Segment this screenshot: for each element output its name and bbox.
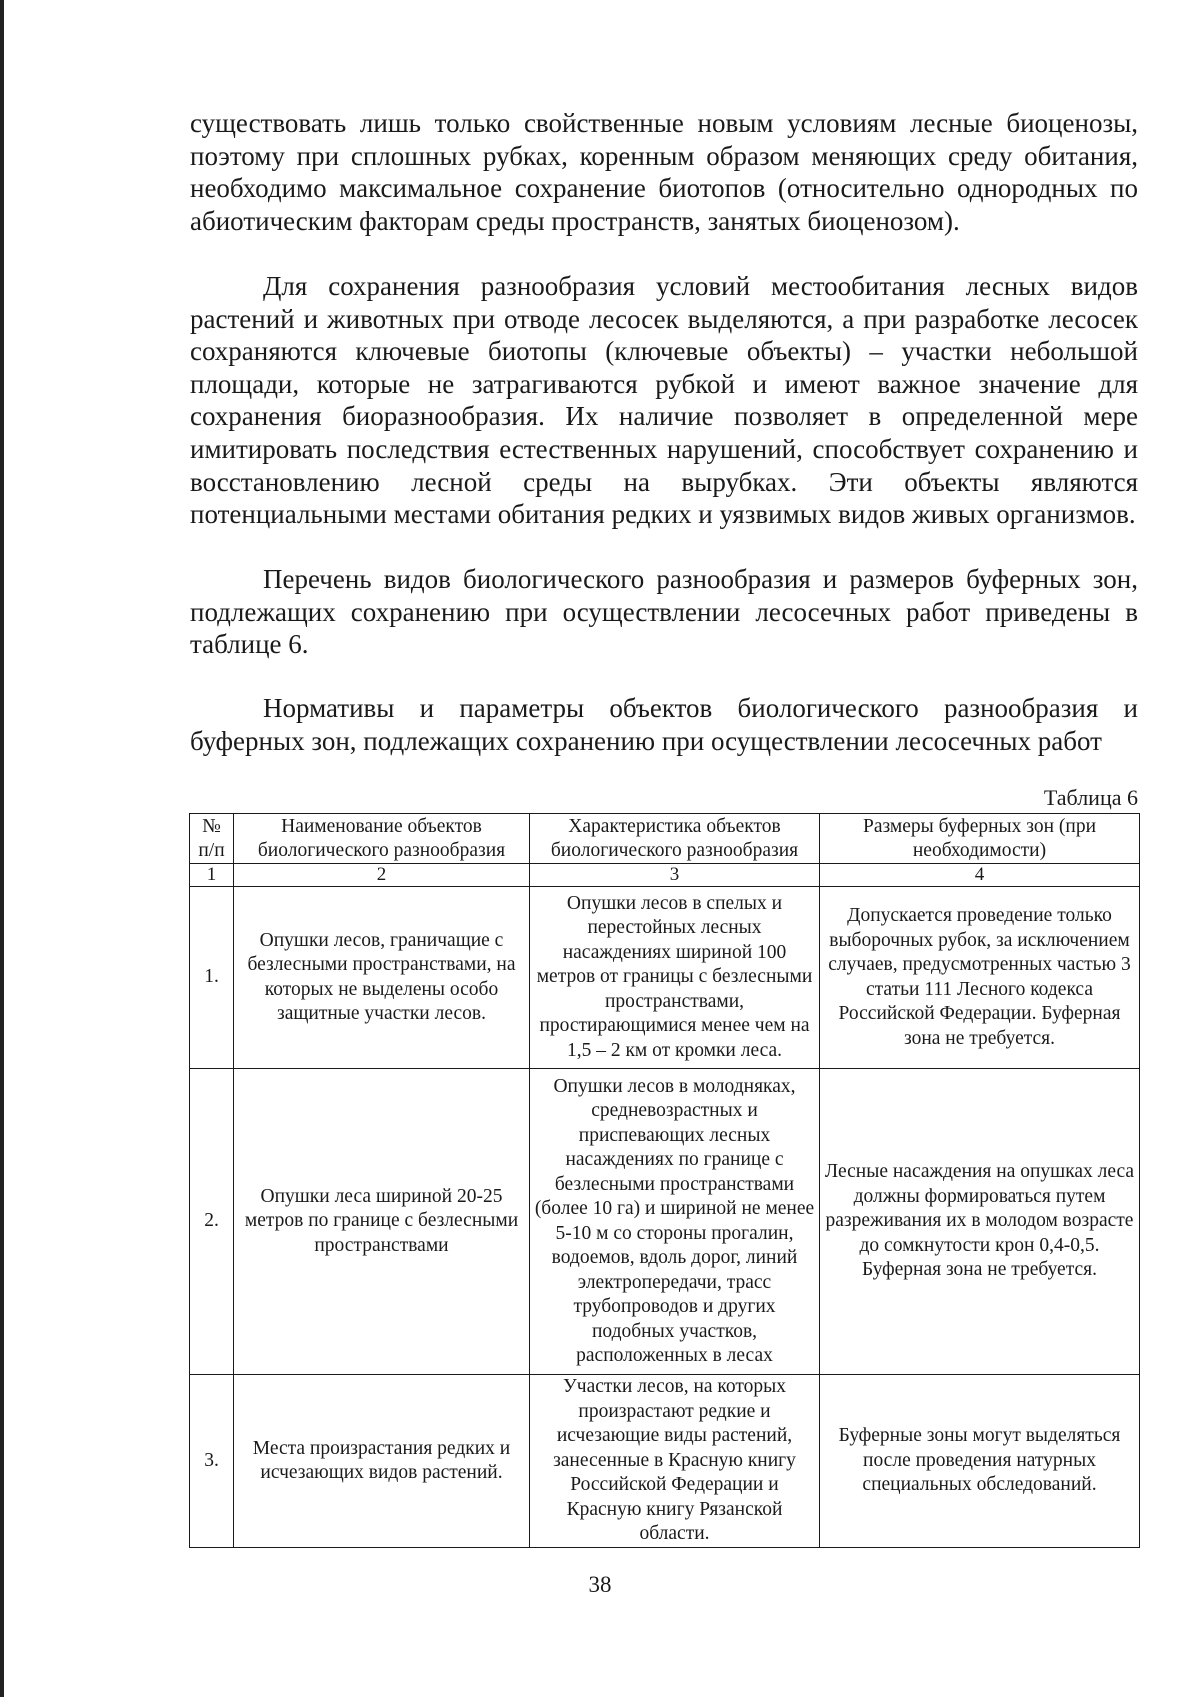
row-number: 3. <box>190 1375 234 1548</box>
header-buffer-zone: Размеры буферных зон (при необходимости) <box>820 814 1140 864</box>
paragraph-key-biotopes: Для сохранения разнообразия условий местообитания лесных видов растений и животных при отводе лесосек выделяются, а при разработке лесосек сохраняются ключевые биотопы (ключевые объекты) – участки небольшой площади, которые не затрагиваются рубкой и имеют важное значение для сохранения биоразнообразия. Их наличие позволяет в определенной мере имитировать последствия естественных нарушений, способствует сохранению и восстановлению лесной среды на вырубках. Эти объекты являются потенциальными местами обитания редких и уязвимых видов живых организмов. <box>190 271 1138 530</box>
column-number-row <box>190 864 1140 887</box>
page-number: 38 <box>588 1572 612 1597</box>
header-characteristic: Характеристика объектов биологического разнообразия <box>530 814 820 864</box>
row-buffer-zone: Буферные зоны могут выделяться после проведения натурных специальных обследований. <box>820 1375 1140 1548</box>
row-object-name: Опушки лесов, граничащие с безлесными пространствами, на которых не выделены особо защитные участки лесов. <box>234 887 530 1069</box>
row-buffer-zone: Лесные насаждения на опушках леса должны формироваться путем разреживания их в молодом возрасте до сомкнутости крон 0,4-0,5. Буферная зона не требуется. <box>820 1069 1140 1375</box>
row-number: 1. <box>190 887 234 1069</box>
row-characteristic: Опушки лесов в молодняках, средневозрастных и приспевающих лесных насаждениях по границе с безлесными пространствами (более 10 га) и шириной не менее 5-10 м со стороны прогалин, водоемов, вдоль дорог, линий электропередачи, трасс трубопроводов и других подобных участков, расположенных в лесах <box>530 1069 820 1375</box>
table-label: Таблица 6 <box>1043 785 1138 810</box>
paragraph-continuation: существовать лишь только свойственные новым условиям лесные биоценозы, поэтому при сплошных рубках, коренным образом меняющих среду обитания, необходимо максимальное сохранение биотопов (относительно однородных по абиотическим факторам среды пространств, занятых биоценозом). <box>190 108 1138 236</box>
table-caption: Нормативы и параметры объектов биологического разнообразия и буферных зон, подлежащих сохранению при осуществлении лесосечных работ <box>190 693 1138 756</box>
paragraph-table-reference: Перечень видов биологического разнообразия и размеров буферных зон, подлежащих сохранению при осуществлении лесосечных работ приведены в таблице 6. <box>190 564 1138 660</box>
header-object-name: Наименование объектов биологического разнообразия <box>234 814 530 864</box>
column-number: 2 <box>234 864 530 887</box>
row-number: 2. <box>190 1069 234 1375</box>
row-object-name: Места произрастания редких и исчезающих видов растений. <box>234 1375 530 1548</box>
header-number: № п/п <box>190 814 234 864</box>
column-number: 3 <box>530 864 820 887</box>
biodiversity-table <box>189 813 1140 1548</box>
table-row <box>190 1375 1140 1548</box>
table-header-row <box>190 814 1140 864</box>
scan-left-edge <box>0 0 4 1697</box>
row-characteristic: Опушки лесов в спелых и перестойных лесных насаждениях шириной 100 метров от границы с безлесными пространствами, простирающимися менее чем на 1,5 – 2 км от кромки леса. <box>530 887 820 1069</box>
table-row <box>190 1069 1140 1375</box>
column-number: 1 <box>190 864 234 887</box>
column-number: 4 <box>820 864 1140 887</box>
row-object-name: Опушки леса шириной 20-25 метров по границе с безлесными пространствами <box>234 1069 530 1375</box>
table-row <box>190 887 1140 1069</box>
row-characteristic: Участки лесов, на которых произрастают редкие и исчезающие виды растений, занесенные в Красную книгу Российской Федерации и Красную книгу Рязанской области. <box>530 1375 820 1548</box>
row-buffer-zone: Допускается проведение только выборочных рубок, за исключением случаев, предусмотренных частью 3 статьи 111 Лесного кодекса Российской Федерации. Буферная зона не требуется. <box>820 887 1140 1069</box>
